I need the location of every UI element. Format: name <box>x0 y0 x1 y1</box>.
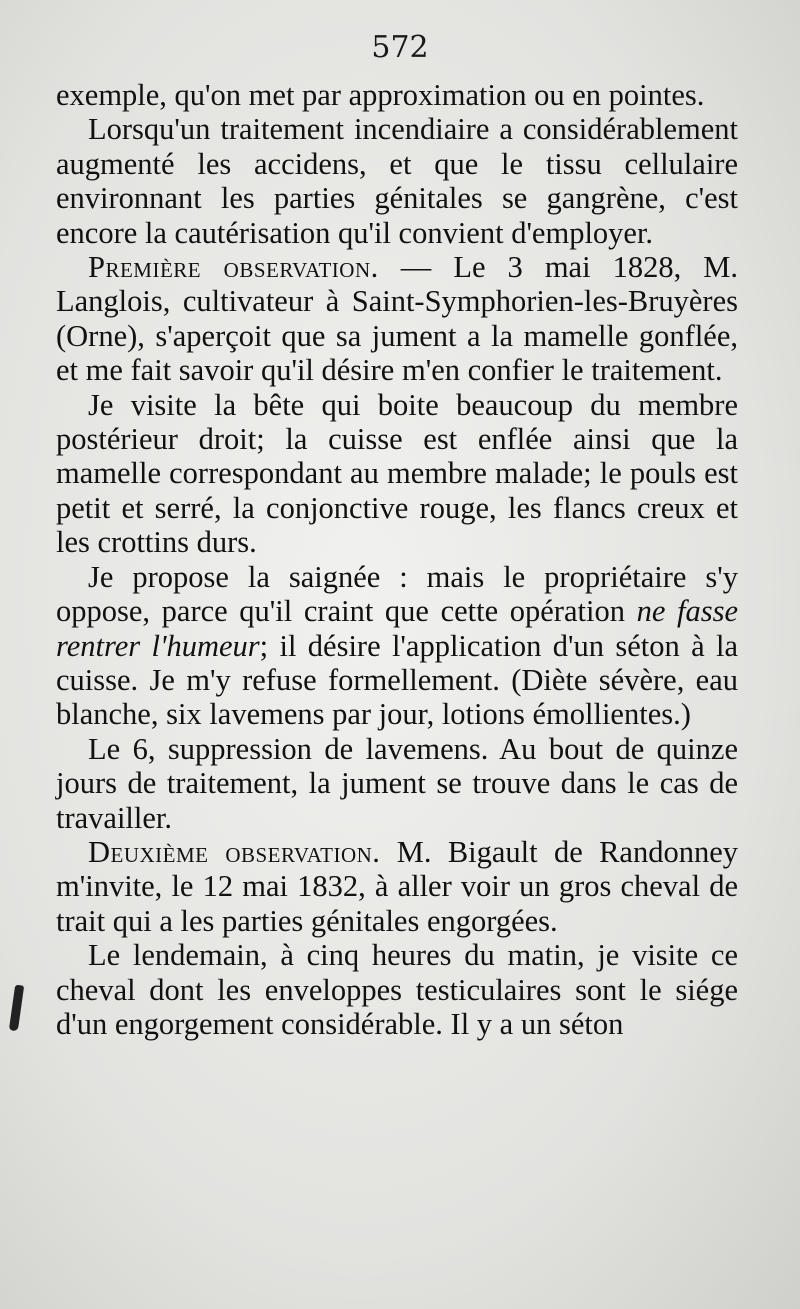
observation-heading: Première observation. <box>88 250 379 285</box>
paragraph-6: Le 6, suppression de lavemens. Au bout de quinze jours de traitement, la jument se trouve dans le cas de travailler. <box>56 731 738 835</box>
observation-heading: Deuxième observation. <box>88 834 381 869</box>
paragraph-8: Le lendemain, à cinq heures du matin, je visite ce cheval dont les enveloppes testiculaires sont le siége d'un engorgement considérable. Il y a un séton <box>56 938 738 1041</box>
paragraph-5-end: ; il désire l'application d'un séton à la cuisse. Je m'y refuse formellement. (Diète sévère, eau blanche, six lavemens par jour, lotions émollientes.) <box>56 628 738 732</box>
paragraph-4: Je visite la bête qui boite beaucoup du membre postérieur droit; la cuisse est enflée ainsi que la mamelle correspondant au membre malade; le pouls est petit et serré, la conjonctive rouge, les flancs creux et les crottins durs. <box>56 387 738 560</box>
paragraph-2: Lorsqu'un traitement incendiaire a considérablement augmenté les accidens, et que le tissu cellulaire environnant les parties génitales se gangrène, c'est encore la cautérisation qu'il convient d'employer. <box>56 112 738 250</box>
observation-text: — Le 3 mai 1828, M. Langlois, cultivateur à Saint-Symphorien-les-Bruyères (Orne), s'aperçoit que sa jument a la mamelle gonflée, et me fait savoir qu'il désire m'en confier le traitement. <box>56 250 739 388</box>
observation-text: M. Bigault de Randonney m'invite, le 12 mai 1832, à aller voir un gros cheval de trait qui a les parties génitales engorgées. <box>56 834 738 938</box>
ink-blot <box>9 985 24 1032</box>
paragraph-5-start: Je propose la saignée : mais le propriétaire s'y oppose, parce qu'il craint que cette opération <box>56 559 738 629</box>
italic-quote: ne fasse rentrer l'humeur <box>56 594 738 663</box>
paragraph-second-observation <box>56 835 738 938</box>
page-number: 572 <box>371 30 429 65</box>
paragraph-first-observation <box>56 250 738 388</box>
paragraph-5 <box>56 560 738 732</box>
paragraph-1: exemple, qu'on met par approximation ou en pointes. <box>56 78 705 112</box>
body-text <box>56 78 738 1041</box>
